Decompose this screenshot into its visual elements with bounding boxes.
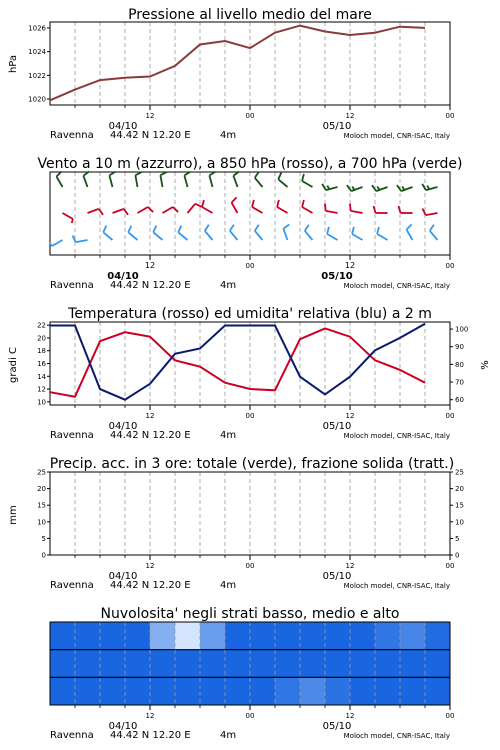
wind-barb-700 bbox=[109, 172, 115, 187]
x-tick-label: 00 bbox=[445, 712, 455, 720]
model-note: Moloch model, CNR-ISAC, Italy bbox=[343, 732, 450, 740]
barb-feather bbox=[255, 172, 259, 178]
barb-half-feather bbox=[427, 186, 429, 190]
cloud-cell bbox=[125, 677, 151, 705]
wind-barb-700 bbox=[160, 172, 167, 187]
wind-barb-10m bbox=[230, 225, 238, 240]
barb-feather bbox=[153, 226, 156, 233]
x-tick-label: 12 bbox=[345, 562, 355, 570]
barb-feather bbox=[407, 224, 412, 229]
x-tick-label: 00 bbox=[245, 712, 255, 720]
wind-barb-700 bbox=[233, 171, 239, 187]
y-tick-label: 15 bbox=[455, 501, 464, 510]
barb-shaft bbox=[209, 175, 212, 187]
cloud-cell bbox=[175, 677, 201, 705]
y-tick-label: 0 bbox=[455, 551, 460, 560]
barb-shaft bbox=[232, 203, 238, 213]
barb-feather bbox=[372, 185, 376, 191]
date-label: 04/10 bbox=[108, 421, 138, 432]
wind-panel bbox=[37, 156, 462, 291]
barb-half-feather bbox=[402, 186, 404, 189]
barb-shaft bbox=[255, 178, 263, 187]
cloud-cell bbox=[425, 650, 451, 678]
x-tick-label: 12 bbox=[144, 261, 156, 270]
wind-barb-700 bbox=[278, 173, 287, 187]
wind-barb-700 bbox=[255, 172, 263, 187]
y-tick-label: 22 bbox=[37, 321, 46, 330]
precipitation-panel bbox=[8, 456, 464, 591]
cloud-cell bbox=[350, 622, 376, 650]
y-tick-label: 16 bbox=[37, 360, 46, 368]
barb-shaft bbox=[163, 207, 173, 213]
barb-shaft bbox=[351, 211, 363, 213]
x-tick-label: 00 bbox=[245, 112, 255, 120]
model-note: Moloch model, CNR-ISAC, Italy bbox=[343, 582, 450, 590]
y-tick-label: 10 bbox=[37, 398, 46, 407]
location-coords: 44.42 N 12.20 E bbox=[110, 130, 191, 141]
barb-feather bbox=[99, 209, 103, 215]
barb-shaft bbox=[52, 240, 62, 246]
cloud-cell bbox=[325, 677, 351, 705]
cloud-cell bbox=[300, 622, 326, 650]
barb-feather bbox=[124, 209, 128, 215]
barb-shaft bbox=[302, 207, 312, 213]
y-tick-label: 60 bbox=[455, 396, 464, 405]
barb-feather bbox=[202, 200, 204, 207]
x-tick-label: 12 bbox=[145, 562, 155, 570]
y-tick-label: 18 bbox=[37, 347, 46, 356]
date-label: 05/10 bbox=[322, 421, 352, 432]
barb-feather bbox=[230, 225, 234, 231]
wind-barb-700 bbox=[397, 185, 413, 191]
barb-feather bbox=[205, 225, 209, 231]
wind-barb-700 bbox=[184, 172, 190, 187]
barb-shaft bbox=[88, 209, 99, 213]
pressure-title: Pressione al livello medio del mare bbox=[128, 7, 372, 23]
cloud-cell bbox=[75, 622, 101, 650]
barb-half-feather bbox=[327, 186, 329, 190]
cloud-cell bbox=[225, 650, 251, 678]
wind-barb-850 bbox=[325, 204, 338, 213]
wind-barb-850 bbox=[88, 209, 104, 215]
y-tick-label: 70 bbox=[455, 378, 464, 387]
cloud-cell bbox=[400, 677, 426, 705]
precipitation-title: Precip. acc. in 3 ore: totale (verde), frazione solida (tratt.) bbox=[49, 456, 455, 472]
cloud-cell bbox=[325, 622, 351, 650]
y-tick-label: 12 bbox=[37, 385, 46, 394]
date-label: 04/10 bbox=[108, 571, 138, 582]
cloud-cell bbox=[275, 677, 301, 705]
barb-shaft bbox=[230, 231, 238, 240]
cloud-cell bbox=[225, 677, 251, 705]
wind-barb-10m bbox=[327, 227, 337, 240]
cloud-cell bbox=[250, 677, 276, 705]
wind-barb-700 bbox=[322, 184, 337, 190]
barb-shaft bbox=[153, 232, 162, 240]
x-tick-label: 00 bbox=[445, 412, 455, 420]
cloud-cell bbox=[325, 650, 351, 678]
location-name: Ravenna bbox=[50, 130, 94, 141]
cloud-cell bbox=[100, 650, 126, 678]
y-tick-label: 1024 bbox=[28, 48, 46, 57]
date-label: 05/10 bbox=[322, 721, 352, 732]
cloud-cell bbox=[225, 622, 251, 650]
barb-shaft bbox=[184, 175, 187, 187]
barb-shaft bbox=[128, 232, 137, 240]
x-tick-label: 12 bbox=[345, 412, 355, 420]
barb-shaft bbox=[202, 207, 212, 213]
date-label: 05/10 bbox=[322, 571, 352, 582]
wind-barb-10m bbox=[430, 225, 438, 240]
barb-shaft bbox=[109, 175, 112, 187]
x-tick-label: 12 bbox=[145, 412, 155, 420]
barb-feather bbox=[302, 200, 304, 207]
x-tick-label: 00 bbox=[445, 262, 455, 270]
barb-feather bbox=[283, 224, 289, 228]
wind-barb-700 bbox=[347, 185, 363, 191]
y-tick-label: 25 bbox=[37, 468, 46, 477]
y-tick-label: 1026 bbox=[28, 24, 46, 33]
date-label: 05/10 bbox=[322, 121, 352, 132]
wind-barb-700 bbox=[209, 172, 215, 187]
y-tick-label: 1022 bbox=[28, 71, 46, 80]
cloud-cell bbox=[425, 622, 451, 650]
barb-shaft bbox=[135, 175, 137, 187]
barb-shaft bbox=[57, 177, 63, 187]
barb-feather bbox=[128, 226, 131, 233]
wind-barb-850 bbox=[232, 197, 238, 213]
location-coords: 44.42 N 12.20 E bbox=[110, 280, 191, 291]
barb-feather bbox=[350, 204, 351, 211]
x-tick-label: 12 bbox=[145, 712, 155, 720]
barb-feather bbox=[278, 173, 281, 180]
cloud-cell bbox=[400, 650, 426, 678]
y-tick-label: 5 bbox=[455, 534, 460, 543]
location-name: Ravenna bbox=[50, 430, 94, 441]
location-coords: 44.42 N 12.20 E bbox=[110, 580, 191, 591]
cloud-cell bbox=[125, 650, 151, 678]
wind-barb-850 bbox=[202, 200, 212, 213]
barb-half-feather bbox=[377, 186, 379, 189]
y-tick-label: 100 bbox=[455, 325, 469, 334]
wind-barb-10m bbox=[407, 224, 413, 240]
cloud-cell bbox=[200, 622, 226, 650]
precipitation-ylabel: mm bbox=[8, 505, 19, 525]
barb-half-feather bbox=[352, 186, 354, 189]
barb-shaft bbox=[63, 213, 73, 219]
wind-barb-700 bbox=[83, 171, 89, 187]
barb-shaft bbox=[407, 230, 413, 240]
barb-feather bbox=[325, 204, 326, 211]
barb-shaft bbox=[283, 229, 287, 240]
wind-barb-850 bbox=[138, 207, 154, 213]
x-tick-label: 00 bbox=[445, 112, 455, 120]
location-name: Ravenna bbox=[50, 580, 94, 591]
wind-barb-700 bbox=[422, 184, 437, 190]
wind-barb-700 bbox=[135, 172, 142, 187]
barb-feather bbox=[397, 185, 401, 191]
cloud-cell bbox=[100, 622, 126, 650]
barb-shaft bbox=[113, 209, 124, 213]
barb-shaft bbox=[255, 231, 263, 240]
barb-shaft bbox=[83, 176, 87, 187]
barb-shaft bbox=[205, 231, 213, 240]
model-note: Moloch model, CNR-ISAC, Italy bbox=[343, 282, 450, 290]
wind-barb-10m bbox=[377, 227, 387, 240]
barb-shaft bbox=[302, 181, 312, 187]
cloud-cell bbox=[75, 677, 101, 705]
wind-barb-10m bbox=[128, 226, 137, 240]
wind-barb-700 bbox=[57, 171, 63, 187]
date-label: 05/10 bbox=[321, 271, 353, 282]
barb-feather bbox=[195, 204, 202, 207]
wind-barb-700 bbox=[302, 174, 312, 187]
wind-barb-850 bbox=[163, 207, 179, 213]
barb-feather bbox=[327, 227, 329, 234]
x-tick-label: 12 bbox=[344, 261, 356, 270]
barb-feather bbox=[277, 200, 279, 207]
location-coords: 44.42 N 12.20 E bbox=[110, 730, 191, 741]
x-tick-label: 00 bbox=[245, 262, 255, 270]
barb-shaft bbox=[327, 234, 337, 240]
y-tick-label: 20 bbox=[37, 485, 46, 494]
cloud-cell bbox=[375, 650, 401, 678]
cloud-cell bbox=[150, 650, 176, 678]
cloud-cell bbox=[375, 677, 401, 705]
wind-barb-10m bbox=[49, 240, 62, 246]
x-tick-label: 12 bbox=[345, 112, 355, 120]
y-tick-label: 0 bbox=[41, 551, 46, 560]
pressure-panel bbox=[8, 7, 454, 141]
y-tick-label: 1020 bbox=[28, 95, 46, 104]
wind-barb-850 bbox=[252, 200, 262, 213]
barb-feather bbox=[178, 226, 181, 233]
barb-shaft bbox=[76, 240, 88, 242]
wind-title: Vento a 10 m (azzurro), a 850 hPa (rosso), a 700 hPa (verde) bbox=[37, 156, 463, 172]
wind-barb-10m bbox=[283, 224, 289, 240]
barb-feather bbox=[173, 207, 178, 212]
temperature-title: Temperatura (rosso) ed umidita' relativa (blu) a 2 m bbox=[68, 306, 432, 322]
barb-shaft bbox=[160, 175, 162, 187]
temperature-line bbox=[50, 328, 425, 396]
y-tick-label: 10 bbox=[455, 518, 464, 527]
barb-shaft bbox=[377, 234, 387, 240]
cloud-cell bbox=[275, 650, 301, 678]
location-altitude: 4m bbox=[220, 430, 237, 441]
cloud-cell bbox=[250, 650, 276, 678]
location-altitude: 4m bbox=[220, 280, 237, 291]
wind-barb-10m bbox=[305, 225, 313, 240]
barb-shaft bbox=[278, 179, 287, 187]
wind-barb-700 bbox=[372, 185, 388, 191]
barb-shaft bbox=[277, 207, 287, 213]
location-altitude: 4m bbox=[220, 130, 237, 141]
y-tick-label: 20 bbox=[455, 485, 464, 494]
cloud-cell bbox=[350, 650, 376, 678]
barb-shaft bbox=[138, 207, 148, 213]
date-label: 04/10 bbox=[107, 271, 139, 282]
barb-shaft bbox=[305, 231, 313, 240]
barb-feather bbox=[347, 185, 351, 191]
pressure-line bbox=[50, 26, 425, 101]
y-tick-label: 15 bbox=[37, 501, 46, 510]
barb-shaft bbox=[188, 204, 196, 213]
cloud-cell bbox=[150, 622, 176, 650]
barb-feather bbox=[255, 225, 259, 231]
date-label: 04/10 bbox=[108, 721, 138, 732]
location-name: Ravenna bbox=[50, 280, 94, 291]
wind-barb-10m bbox=[255, 225, 263, 240]
date-label: 04/10 bbox=[108, 121, 138, 132]
barb-feather bbox=[252, 200, 254, 207]
location-altitude: 4m bbox=[220, 580, 237, 591]
pressure-ylabel: hPa bbox=[8, 54, 19, 74]
cloud-cell bbox=[300, 677, 326, 705]
barb-feather bbox=[148, 207, 153, 212]
y-tick-label: 80 bbox=[455, 360, 464, 369]
barb-shaft bbox=[178, 232, 187, 240]
humidity-ylabel: % bbox=[480, 360, 491, 370]
barb-shaft bbox=[426, 213, 438, 215]
y-tick-label: 5 bbox=[41, 534, 46, 543]
cloud-cell bbox=[375, 622, 401, 650]
cloud-cell bbox=[50, 677, 76, 705]
cloud-cell bbox=[50, 622, 76, 650]
cloud-cell bbox=[350, 677, 376, 705]
cloud-cell bbox=[200, 650, 226, 678]
cloud-cell bbox=[100, 677, 126, 705]
barb-feather bbox=[103, 226, 106, 233]
barb-feather bbox=[377, 227, 379, 234]
barb-feather bbox=[232, 197, 237, 202]
wind-barb-850 bbox=[350, 204, 363, 213]
barb-feather bbox=[302, 174, 304, 181]
wind-barb-10m bbox=[153, 226, 162, 240]
wind-barb-10m bbox=[103, 226, 112, 240]
y-tick-label: 14 bbox=[37, 372, 46, 381]
cloud-cell bbox=[250, 622, 276, 650]
wind-barb-850 bbox=[374, 206, 388, 213]
temperature-humidity-panel bbox=[8, 306, 491, 441]
wind-barb-850 bbox=[277, 200, 287, 213]
y-tick-label: 25 bbox=[455, 468, 464, 477]
cloud-cell bbox=[300, 650, 326, 678]
cloud-cell bbox=[200, 677, 226, 705]
wind-barb-850 bbox=[63, 213, 73, 223]
x-tick-label: 00 bbox=[445, 562, 455, 570]
wind-barb-850 bbox=[302, 200, 312, 213]
cloud-cell bbox=[400, 622, 426, 650]
x-tick-label: 12 bbox=[345, 712, 355, 720]
barb-shaft bbox=[430, 231, 438, 240]
location-coords: 44.42 N 12.20 E bbox=[110, 430, 191, 441]
wind-barb-10m bbox=[352, 227, 362, 240]
cloud-title: Nuvolosita' negli strati basso, medio e alto bbox=[100, 606, 400, 622]
cloud-cell bbox=[50, 650, 76, 678]
location-altitude: 4m bbox=[220, 730, 237, 741]
location-name: Ravenna bbox=[50, 730, 94, 741]
barb-half-feather bbox=[72, 219, 73, 223]
cloud-cell bbox=[175, 650, 201, 678]
cloud-cell bbox=[150, 677, 176, 705]
y-tick-label: 20 bbox=[37, 334, 46, 343]
model-note: Moloch model, CNR-ISAC, Italy bbox=[343, 132, 450, 140]
wind-barb-10m bbox=[178, 226, 187, 240]
cloud-cell bbox=[275, 622, 301, 650]
y-tick-label: 10 bbox=[37, 518, 46, 527]
barb-shaft bbox=[233, 176, 237, 187]
cloud-cell bbox=[175, 622, 201, 650]
barb-feather bbox=[305, 225, 309, 231]
cloud-panel bbox=[50, 606, 454, 741]
x-tick-label: 00 bbox=[245, 562, 255, 570]
wind-barb-850 bbox=[399, 206, 413, 213]
temperature-ylabel: gradi C bbox=[8, 347, 19, 383]
barb-shaft bbox=[103, 232, 112, 240]
humidity-line bbox=[50, 324, 425, 400]
wind-barb-850 bbox=[113, 209, 129, 215]
cloud-cell bbox=[125, 622, 151, 650]
x-tick-label: 00 bbox=[245, 412, 255, 420]
barb-shaft bbox=[352, 234, 362, 240]
x-tick-label: 12 bbox=[145, 112, 155, 120]
cloud-cell bbox=[425, 677, 451, 705]
barb-shaft bbox=[252, 207, 262, 213]
model-note: Moloch model, CNR-ISAC, Italy bbox=[343, 432, 450, 440]
barb-shaft bbox=[326, 211, 338, 213]
wind-barb-10m bbox=[205, 225, 213, 240]
barb-feather bbox=[352, 227, 354, 234]
barb-feather bbox=[430, 225, 434, 231]
y-tick-label: 90 bbox=[455, 343, 464, 352]
cloud-cell bbox=[75, 650, 101, 678]
